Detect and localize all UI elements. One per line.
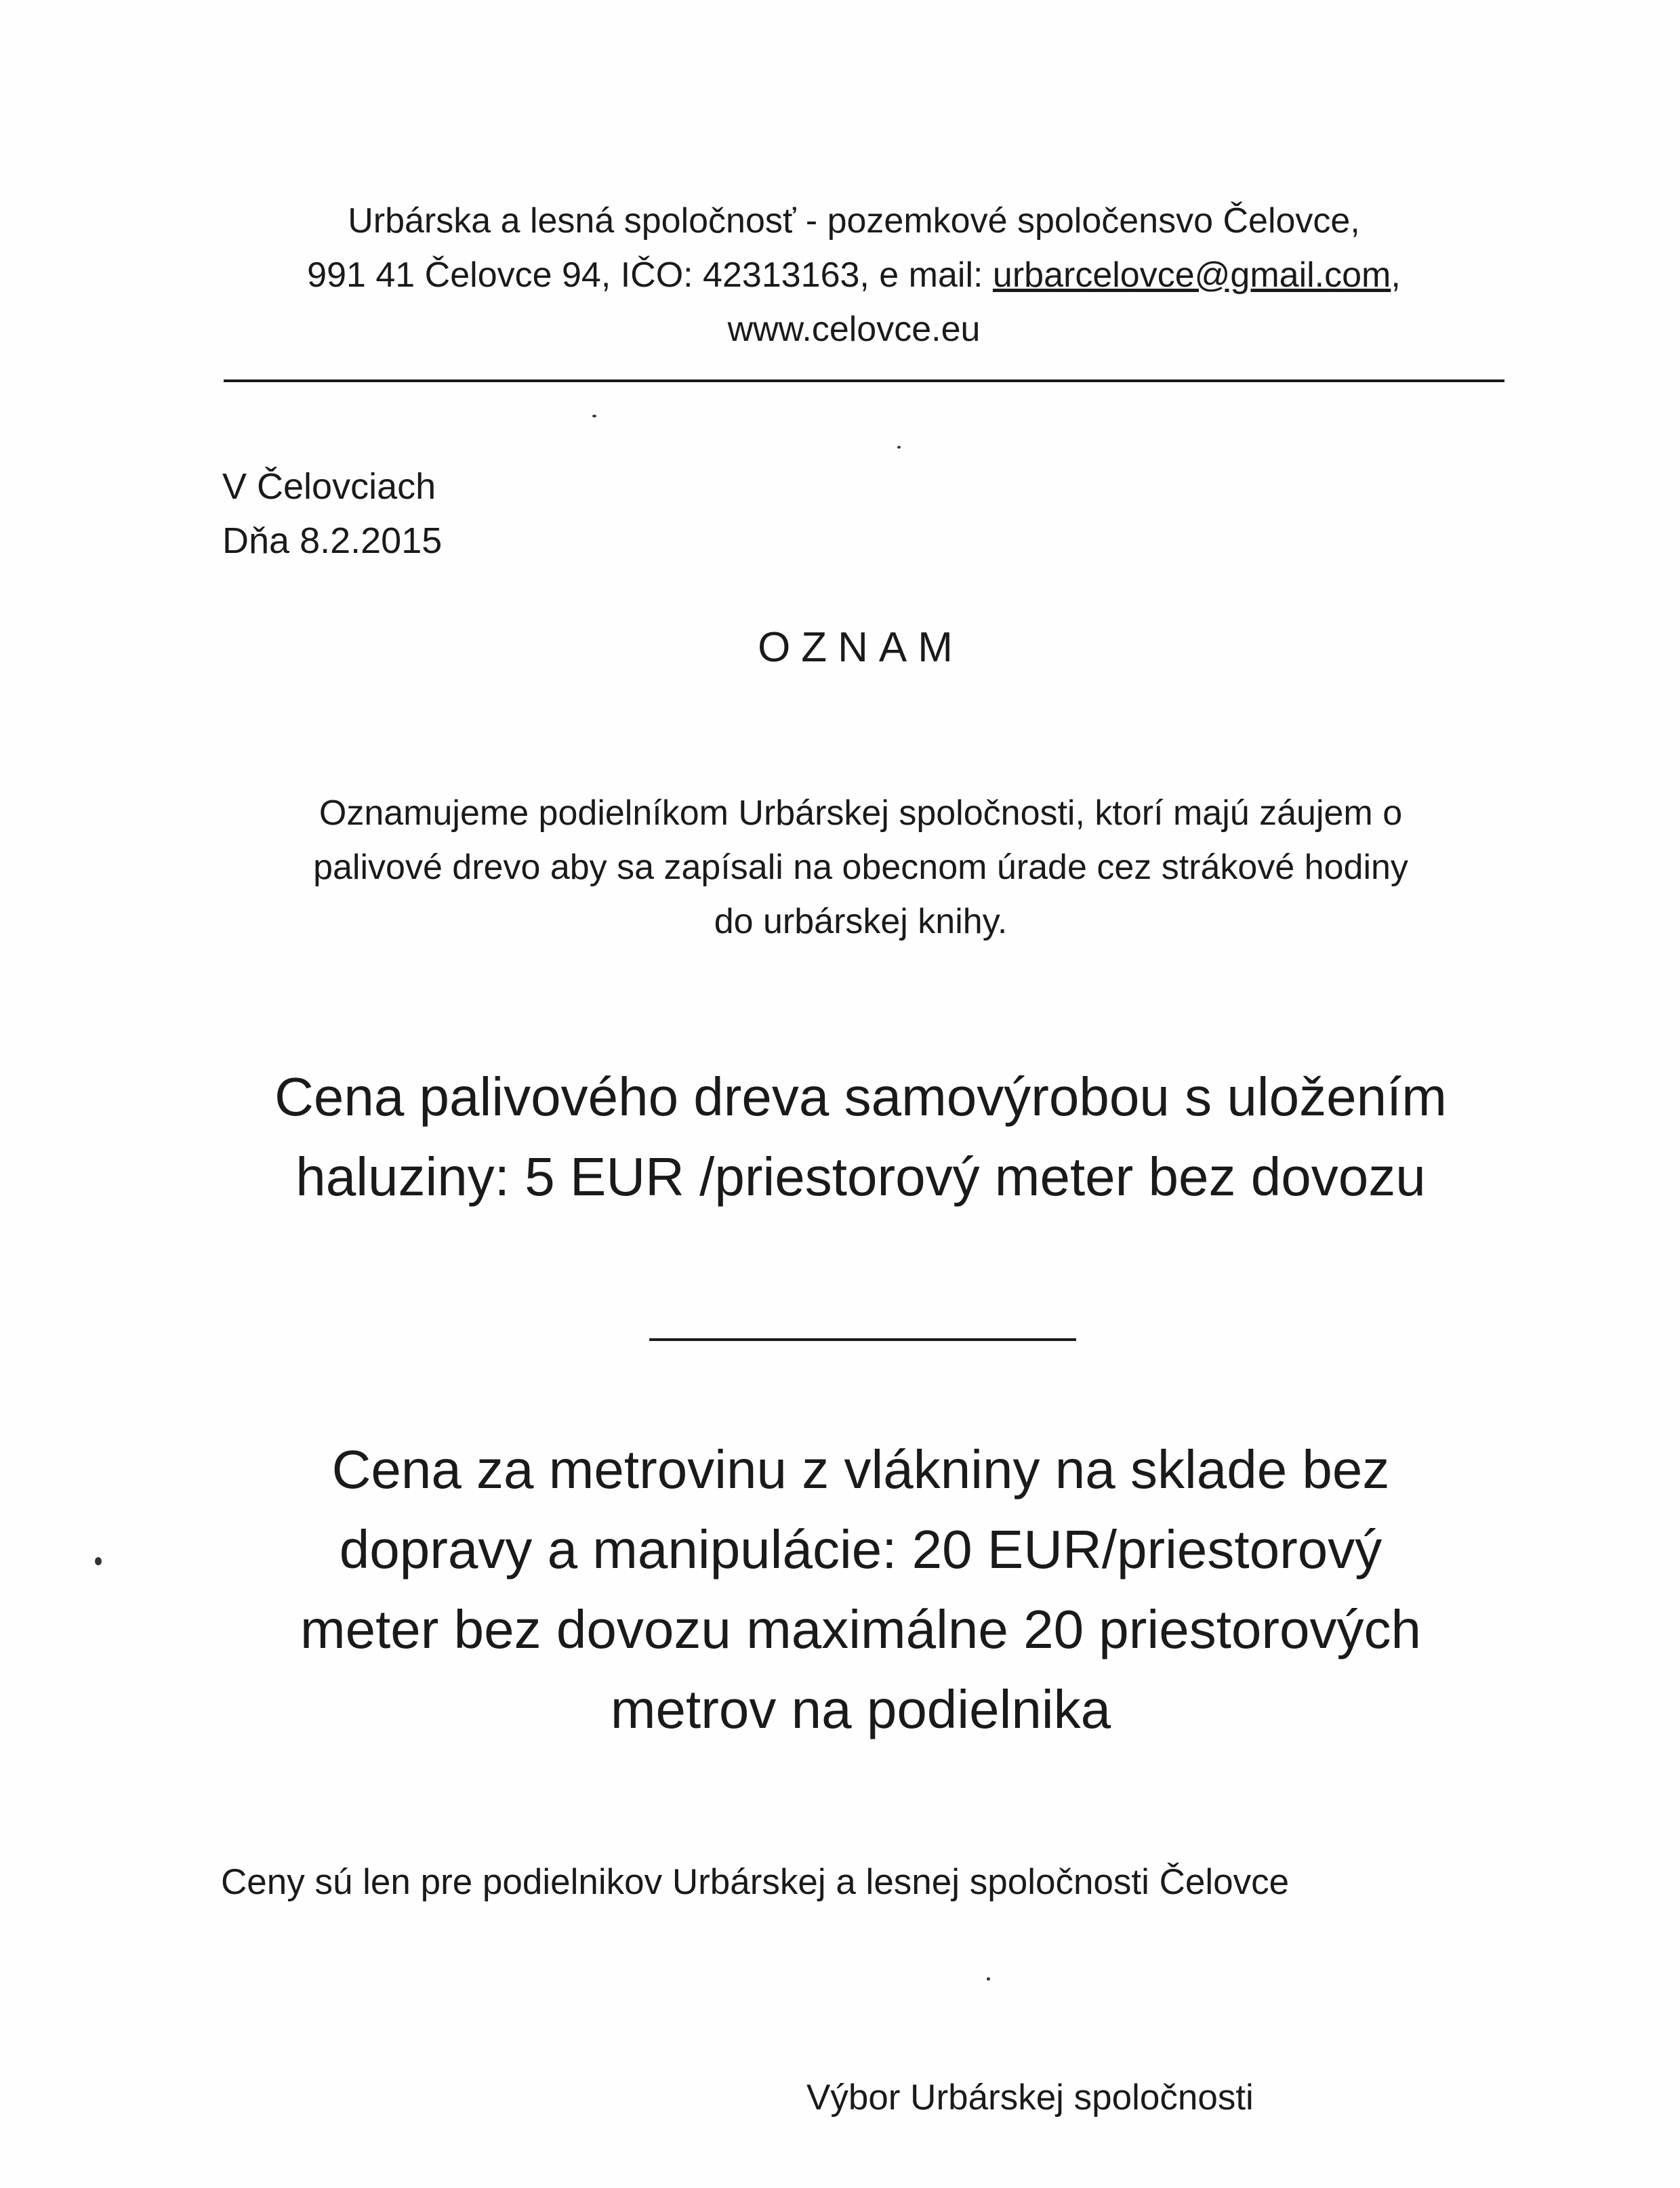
letterhead-organization: Urbárska a lesná spoločnosť - pozemkové spoločensvo Čelovce, <box>348 201 1360 241</box>
header-divider <box>224 379 1504 382</box>
scan-speck <box>897 446 901 449</box>
email-link[interactable]: urbarcelovce@gmail.com <box>992 255 1391 295</box>
firewood-price-line: haluziny: 5 EUR /priestorový meter bez dovozu <box>295 1147 1426 1207</box>
intro-line: do urbárskej knihy. <box>714 902 1008 941</box>
notice-title: OZNAM <box>758 624 964 671</box>
intro-line: palivové drevo aby sa zapísali na obecnom úrade cez strákové hodiny <box>313 848 1408 887</box>
firewood-price-line: Cena palivového dreva samovýrobou s uložením <box>274 1067 1447 1127</box>
price-eligibility-note: Ceny sú len pre podielnikov Urbárskej a lesnej spoločnosti Čelovce <box>221 1862 1290 1902</box>
letterhead-comma: , <box>1391 255 1401 295</box>
pulpwood-price <box>203 1430 1518 1750</box>
signature-committee: Výbor Urbárskej spoločnosti <box>806 2078 1254 2118</box>
pulpwood-price-line: dopravy a manipulácie: 20 EUR/priestorový <box>339 1519 1382 1580</box>
scan-speck <box>987 1977 990 1981</box>
website-link[interactable]: www.celovce.eu <box>727 310 981 349</box>
pulpwood-price-line: Cena za metrovinu z vlákniny na sklade bez <box>331 1439 1390 1500</box>
pulpwood-price-line: meter bez dovozu maximálne 20 priestorových <box>300 1599 1422 1659</box>
scan-speck <box>592 415 596 417</box>
section-divider <box>649 1338 1076 1341</box>
place: V Čelovciach <box>222 466 436 507</box>
letterhead <box>203 194 1504 356</box>
intro-line: Oznamujeme podielníkom Urbárskej spoločnosti, ktorí majú záujem o <box>319 793 1403 833</box>
letterhead-contact <box>203 248 1504 302</box>
scan-speck <box>95 1557 102 1565</box>
place-date-block <box>222 459 442 568</box>
letterhead-address: 991 41 Čelovce 94, IČO: 42313163, e mail: <box>307 255 993 295</box>
intro-paragraph <box>203 786 1518 949</box>
firewood-price <box>176 1057 1545 1217</box>
pulpwood-price-line: metrov na podielnika <box>610 1679 1111 1739</box>
date: Dňa 8.2.2015 <box>222 520 443 561</box>
